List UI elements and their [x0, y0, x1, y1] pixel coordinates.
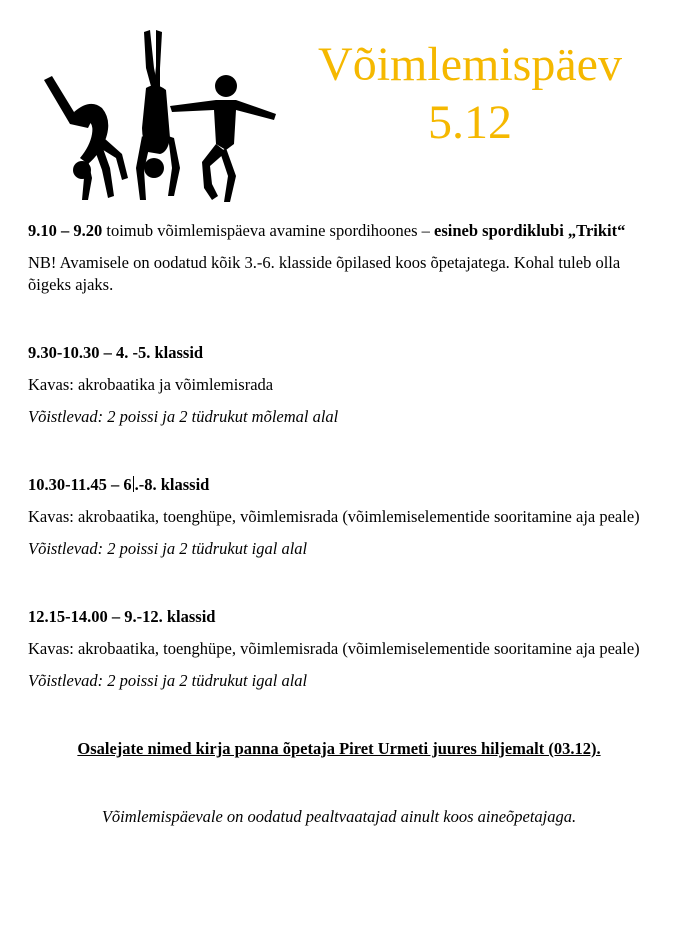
title-line-2: 5.12: [428, 96, 512, 149]
opening-line: [28, 220, 650, 242]
gymnast-silhouettes-icon: [30, 28, 290, 208]
schedule-content: [28, 220, 650, 828]
session-competitors: Võistlevad: 2 poissi ja 2 tüdrukut igal alal: [28, 671, 308, 690]
session-program: Kavas: akrobaatika ja võimlemisrada: [28, 375, 274, 394]
opening-time: 9.10 – 9.20: [28, 221, 103, 240]
session-program: Kavas: akrobaatika, toenghüpe, võimlemisrada (võimlemiselementide sooritamine aja peale): [28, 639, 640, 658]
session-heading: 9.30-10.30 – 4. -5. klassid: [28, 343, 204, 362]
registration-note: Osalejate nimed kirja panna õpetaja Piret Urmeti juures hiljemalt (03.12).: [77, 739, 601, 758]
session-heading-part-2: .-8. klassid: [134, 475, 210, 494]
header: [0, 0, 688, 210]
opening-note: NB! Avamisele on oodatud kõik 3.-6. klasside õpilased koos õpetajatega. Kohal tuleb olla õigeks ajaks.: [28, 253, 621, 294]
session-heading: 12.15-14.00 – 9.-12. klassid: [28, 607, 216, 626]
opening-text: toimub võimlemispäeva avamine spordihoones –: [106, 221, 430, 240]
session-competitors: Võistlevad: 2 poissi ja 2 tüdrukut igal alal: [28, 539, 308, 558]
session-heading: [28, 474, 650, 496]
spectators-note: Võimlemispäevale on oodatud pealtvaatajad ainult koos aineõpetajaga.: [101, 807, 577, 826]
session-program: Kavas: akrobaatika, toenghüpe, võimlemisrada (võimlemiselementide sooritamine aja peale): [28, 507, 640, 526]
page-title: [280, 36, 660, 152]
text-cursor: [133, 476, 134, 492]
session-competitors: Võistlevad: 2 poissi ja 2 tüdrukut mõlemal alal: [28, 407, 339, 426]
opening-performer: esineb spordiklubi „Trikit“: [434, 221, 626, 240]
session-heading-part-1: 10.30-11.45 – 6: [28, 475, 132, 494]
title-line-1: Võimlemispäev: [318, 38, 622, 91]
